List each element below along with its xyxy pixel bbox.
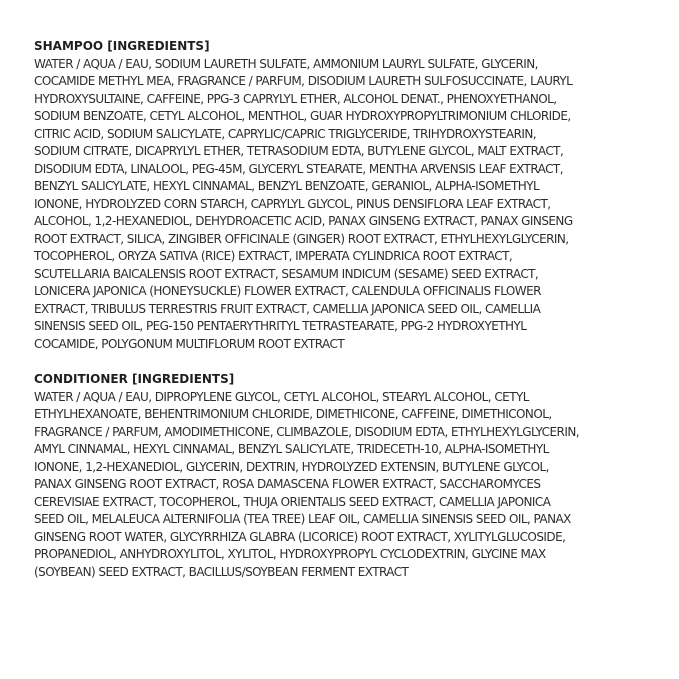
ingredient-line: ROOT EXTRACT, SILICA, ZINGIBER OFFICINALE (GINGER) ROOT EXTRACT, ETHYLHEXYLGLYCERIN, (34, 231, 569, 246)
ingredient-line: PANAX GINSENG ROOT EXTRACT, ROSA DAMASCENA FLOWER EXTRACT, SACCHAROMYCES (34, 477, 541, 491)
conditioner-section (34, 371, 646, 581)
ingredient-line: HYDROXYSULTAINE, CAFFEINE, PPG-3 CAPRYLYL ETHER, ALCOHOL DENAT., PHENOXYETHANOL, (34, 91, 557, 106)
ingredient-line: SODIUM BENZOATE, CETYL ALCOHOL, MENTHOL, GUAR HYDROXYPROPYLTRIMONIUM CHLORIDE, (34, 109, 571, 123)
ingredient-line: GINSENG ROOT WATER, GLYCYRRHIZA GLABRA (LICORICE) ROOT EXTRACT, XYLITYLGLUCOSIDE, (34, 529, 566, 544)
ingredient-line: (SOYBEAN) SEED EXTRACT, BACILLUS/SOYBEAN FERMENT EXTRACT (34, 564, 409, 579)
ingredient-line: WATER / AQUA / EAU, DIPROPYLENE GLYCOL, CETYL ALCOHOL, STEARYL ALCOHOL, CETYL (34, 389, 529, 404)
shampoo-heading: SHAMPOO [INGREDIENTS] (34, 39, 210, 53)
ingredient-line: SINENSIS SEED OIL, PEG-150 PENTAERYTHRITYL TETRASTEARATE, PPG-2 HYDROXYETHYL (34, 319, 527, 333)
ingredient-line: BENZYL SALICYLATE, HEXYL CINNAMAL, BENZYL BENZOATE, GERANIOL, ALPHA-ISOMETHYL (34, 179, 540, 193)
ingredient-line: EXTRACT, TRIBULUS TERRESTRIS FRUIT EXTRACT, CAMELLIA JAPONICA SEED OIL, CAMELLIA (34, 301, 541, 316)
ingredient-line: IONONE, 1,2-HEXANEDIOL, GLYCERIN, DEXTRIN, HYDROLYZED EXTENSIN, BUTYLENE GLYCOL, (34, 459, 549, 474)
ingredient-line: SEED OIL, MELALEUCA ALTERNIFOLIA (TEA TREE) LEAF OIL, CAMELLIA SINENSIS SEED OIL, PANAX (34, 512, 571, 526)
shampoo-ingredients-text (34, 56, 646, 354)
ingredient-line: SCUTELLARIA BAICALENSIS ROOT EXTRACT, SESAMUM INDICUM (SESAME) SEED EXTRACT, (34, 266, 539, 281)
ingredients-document (34, 38, 646, 581)
ingredient-line: COCAMIDE, POLYGONUM MULTIFLORUM ROOT EXTRACT (34, 336, 345, 351)
ingredient-line: IONONE, HYDROLYZED CORN STARCH, CAPRYLYL GLYCOL, PINUS DENSIFLORA LEAF EXTRACT, (34, 196, 551, 211)
shampoo-section (34, 38, 646, 353)
ingredient-line: DISODIUM EDTA, LINALOOL, PEG-45M, GLYCERYL STEARATE, MENTHA ARVENSIS LEAF EXTRACT, (34, 161, 563, 176)
ingredient-line: CEREVISIAE EXTRACT, TOCOPHEROL, THUJA ORIENTALIS SEED EXTRACT, CAMELLIA JAPONICA (34, 494, 551, 509)
ingredient-line: WATER / AQUA / EAU, SODIUM LAURETH SULFATE, AMMONIUM LAURYL SULFATE, GLYCERIN, (34, 56, 538, 71)
ingredient-line: COCAMIDE METHYL MEA, FRAGRANCE / PARFUM, DISODIUM LAURETH SULFOSUCCINATE, LAURYL (34, 74, 573, 88)
ingredient-line: CITRIC ACID, SODIUM SALICYLATE, CAPRYLIC/CAPRIC TRIGLYCERIDE, TRIHYDROXYSTEARIN, (34, 126, 537, 141)
ingredient-line: ALCOHOL, 1,2-HEXANEDIOL, DEHYDROACETIC ACID, PANAX GINSENG EXTRACT, PANAX GINSENG (34, 214, 573, 228)
ingredient-line: SODIUM CITRATE, DICAPRYLYL ETHER, TETRASODIUM EDTA, BUTYLENE GLYCOL, MALT EXTRACT, (34, 144, 564, 158)
ingredient-line: LONICERA JAPONICA (HONEYSUCKLE) FLOWER EXTRACT, CALENDULA OFFICINALIS FLOWER (34, 284, 541, 298)
conditioner-heading: CONDITIONER [INGREDIENTS] (34, 372, 235, 386)
ingredient-line: FRAGRANCE / PARFUM, AMODIMETHICONE, CLIMBAZOLE, DISODIUM EDTA, ETHYLHEXYLGLYCERIN, (34, 424, 580, 439)
ingredient-line: ETHYLHEXANOATE, BEHENTRIMONIUM CHLORIDE, DIMETHICONE, CAFFEINE, DIMETHICONOL, (34, 407, 552, 421)
ingredient-line: TOCOPHEROL, ORYZA SATIVA (RICE) EXTRACT, IMPERATA CYLINDRICA ROOT EXTRACT, (34, 249, 513, 263)
ingredient-line: PROPANEDIOL, ANHYDROXYLITOL, XYLITOL, HYDROXYPROPYL CYCLODEXTRIN, GLYCINE MAX (34, 547, 546, 561)
conditioner-ingredients-text (34, 389, 646, 582)
ingredient-line: AMYL CINNAMAL, HEXYL CINNAMAL, BENZYL SALICYLATE, TRIDECETH-10, ALPHA-ISOMETHYL (34, 442, 549, 456)
